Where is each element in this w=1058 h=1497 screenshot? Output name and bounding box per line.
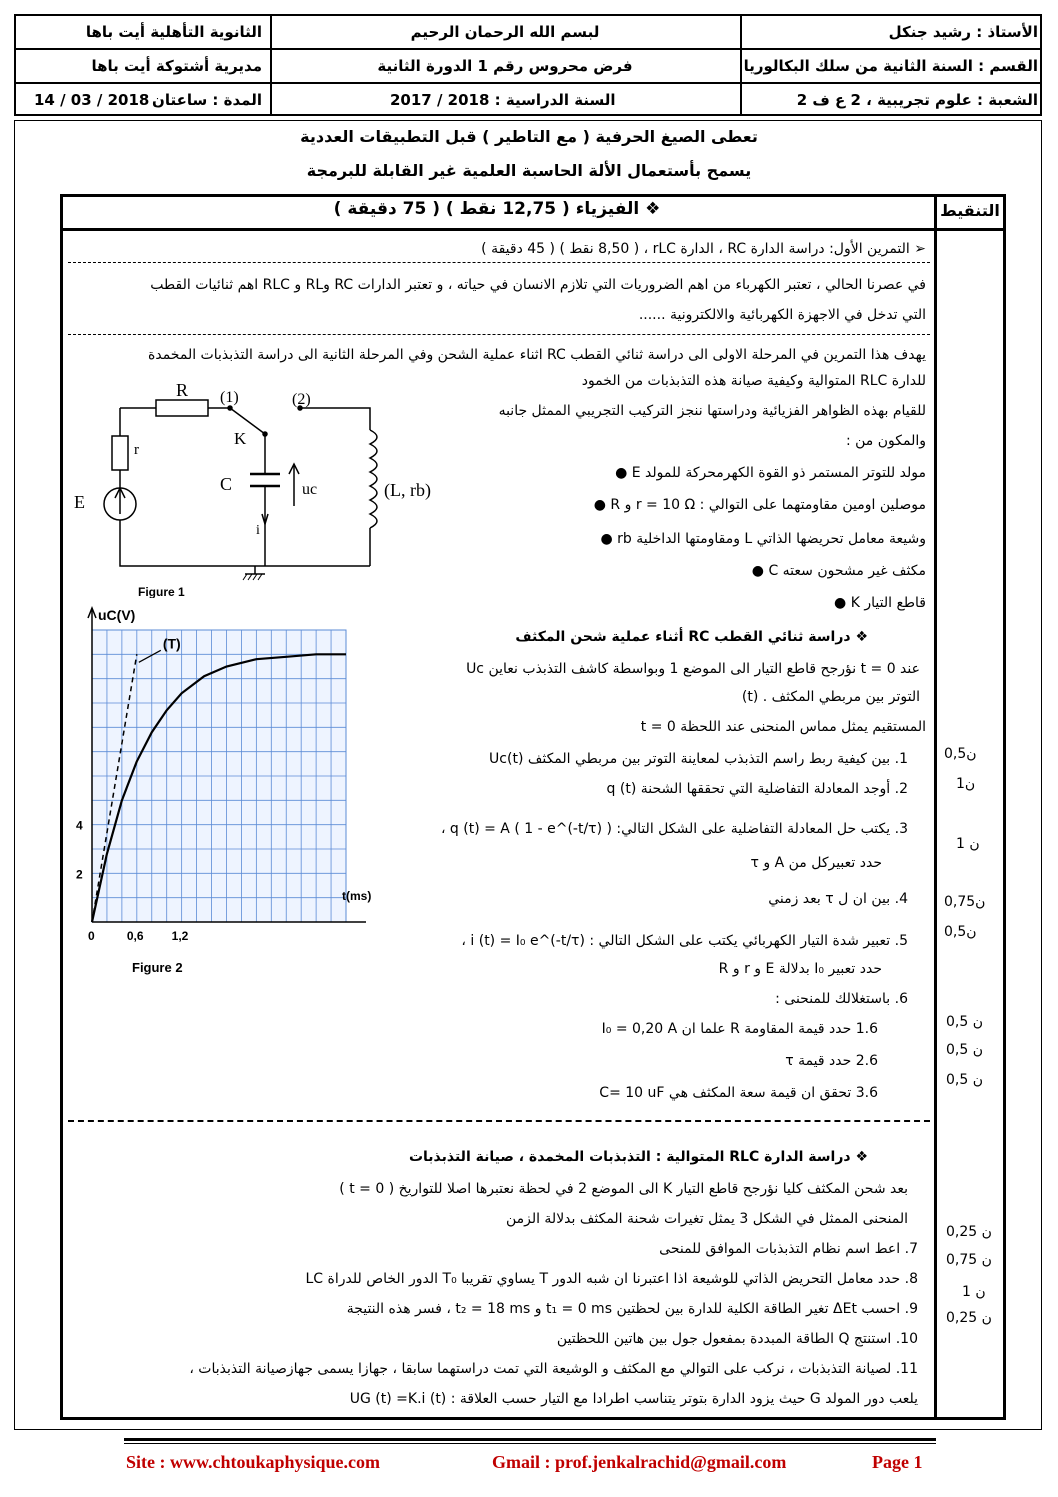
part1-title: ❖ دراسة ثنائي القطب RC أثناء عملية شحن المكثف xyxy=(515,629,868,645)
context-line-1: في عصرنا الحالي ، تعتبر الكهرباء من اهم الضروريات التي تلازم الانسان في حياته ، و تعتبر الدارات RC وRL و RLC اهم ثنائيات القطب xyxy=(150,277,926,293)
header-basmala: لبسم الله الرحمان الرحيم xyxy=(410,23,600,41)
y-tick-label: 2 xyxy=(76,867,83,882)
school-name: الثانوية التأهلية أيت باها xyxy=(85,23,262,41)
footer-gmail[interactable]: Gmail : prof.jenkalrachid@gmail.com xyxy=(492,1452,787,1472)
x-tick-label: 0,6 xyxy=(126,929,144,943)
question-1: 1. بين كيفية ربط راسم التذبذب لمعاينة التوتر بين مربطي المكثف Uc(t) xyxy=(489,751,908,767)
points-q6-2: 0,5 ن xyxy=(946,1042,983,1058)
directorate-name: مديرية أشتوكة أيت باها xyxy=(91,57,262,75)
figure-2-caption: Figure 2 xyxy=(132,960,183,975)
aim-line-3: للقيام بهذه الظواهر الفزيائية ودراستها ننجز التركيب التجريبي الممثل جانبه xyxy=(498,403,926,419)
points-q4: 0,75ن xyxy=(944,894,986,910)
x-tick-label: 0 xyxy=(88,929,95,943)
x-tick-label: 1,2 xyxy=(171,929,189,943)
question-6-3: 3.6 تحقق ان قيمة سعة المكثف هي C= 10 uF xyxy=(599,1085,878,1101)
part2-line-1: بعد شحن المكثف كليا نؤرجح قاطع التيار K الى الموضع 2 في لحظة نعتبرها اصلا للتواريخ ( t = 0 ) xyxy=(339,1181,908,1197)
points-q5: 0,5ن xyxy=(944,924,977,940)
school-year-label: السنة الدراسية : xyxy=(494,91,616,109)
divider xyxy=(14,48,1042,50)
footer-rule xyxy=(124,1438,936,1441)
question-11a: 11. لصيانة التذبذبات ، نركب على التوالي مع المكثف و الوشيعة التي تمت دراستهما سابقا ، جهازا يسمى جهازصيانة التذبذبات ، xyxy=(189,1361,918,1377)
label-r: r xyxy=(134,442,139,458)
question-7: 7. اعط اسم نظام التذبذبات الموافق للمنحى xyxy=(659,1241,918,1257)
question-2: 2. أوجد المعادلة التفاضلية التي تحققها الشحنة q (t) xyxy=(606,781,908,797)
dashed-divider xyxy=(68,262,930,263)
dashed-divider xyxy=(68,334,930,335)
footer-page: Page 1 xyxy=(872,1452,923,1472)
exam-date: 14 / 03 / 2018 xyxy=(34,91,150,109)
points-q3: 1 ن xyxy=(956,836,980,852)
figure-1-caption: Figure 1 xyxy=(138,585,185,598)
grading-column-divider xyxy=(934,194,937,1420)
intro-line-1: تعطى الصيغ الحرفية ( مع التاطير ) قبل التطبيقات العددية xyxy=(300,127,758,146)
label-K: K xyxy=(234,429,247,448)
divider xyxy=(14,82,1042,84)
aim-line-1: يهدف هذا التمرين في المرحلة الاولى الى دراسة ثنائي القطب RC اثناء عملية الشحن وفي المرحلة الثانية الى دراسة التذبذبات المخمدة xyxy=(148,347,926,363)
bullet-resistors: موصلين اومين مقاومتهما على التوالي : r = 10 Ω و R ● xyxy=(593,497,926,513)
context-line-2: التي تدخل في الاجهزة الكهربائية والالكترونية ...... xyxy=(638,307,926,323)
part1-line-3: المستقيم يمثل مماس المنحنى عند اللحظة t = 0 xyxy=(640,719,926,735)
bullet-switch: قاطع التيار K ● xyxy=(834,595,926,611)
branch-name: الشعبة : علوم تجريبية ، 2 ع ف 2 xyxy=(796,91,1038,109)
label-E: E xyxy=(74,492,85,512)
aim-line-4: والمكون من : xyxy=(845,433,926,449)
bullet-generator: مولد للتوتر المستمر ذو القوة الكهرمحركة للمولد E ● xyxy=(615,465,926,481)
school-year-value: 2017 / 2018 xyxy=(390,91,490,109)
part2-title: ❖ دراسة الدارة RLC المتوالية : التذبذبات المخمدة ، صيانة التذبذبات xyxy=(408,1149,868,1165)
divider xyxy=(740,14,742,116)
footer-site[interactable]: Site : www.chtoukaphysique.com xyxy=(126,1452,381,1472)
question-8: 8. حدد معامل التحريض الذاتي للوشيعة اذا اعتبرنا ان شبه الدور T يساوي تقريبا T₀ الدور الخاص للدراة LC xyxy=(305,1271,918,1287)
teacher-name: الأستاذ : رشيد جنكل xyxy=(888,23,1038,41)
bullet-coil: وشيعة معامل تحريضها الذاتي L ومقاومتها الداخلية rb ● xyxy=(600,531,926,547)
question-6: 6. باستغلالك للمنحنى : xyxy=(775,991,908,1007)
points-q6-3: 0,5 ن xyxy=(946,1072,983,1088)
y-tick-label: 4 xyxy=(76,818,83,833)
question-9: 9. احسب ΔEt تغير الطاقة الكلية للدارة بين لحظتين t₁ = 0 ms و t₂ = 18 ms ، فسر هذه النتيجة xyxy=(346,1301,918,1317)
label-i: i xyxy=(256,523,260,538)
label-coil: (L, rb) xyxy=(384,480,431,500)
points-q1: 0,5ن xyxy=(944,746,977,762)
points-q2: 1ن xyxy=(956,776,976,792)
x-axis-label: t(ms) xyxy=(342,889,372,903)
section-header-divider xyxy=(60,228,1006,231)
label-R: R xyxy=(176,380,189,400)
label-C: C xyxy=(220,474,233,494)
part2-line-2: المنحنى الممثل في الشكل 3 يمثل تغيرات شحنة المكثف بدلالة الزمن xyxy=(505,1211,908,1227)
points-q9: 1 ن xyxy=(962,1284,986,1300)
points-q6-1: 0,5 ن xyxy=(946,1014,983,1030)
y-axis-label: uC(V) xyxy=(98,607,136,623)
duration-label: المدة : ساعتان xyxy=(152,91,262,109)
exercise-title: ➢ التمرين الأول: دراسة الدارة RC ، الدارة rLC ، ( 8,50 نقط ) ( 45 دقيقة ) xyxy=(481,241,926,257)
question-4: 4. بين ان ل τ بعد زمني xyxy=(768,891,908,907)
question-5a: 5. تعبير شدة التيار الكهربائي يكتب على الشكل التالي : i (t) = I₀ e^(-t/τ) ، xyxy=(461,933,908,949)
points-q10: 0,25 ن xyxy=(946,1310,992,1326)
class-name: القسم : السنة الثانية من سلك البكالوريا xyxy=(743,57,1038,75)
figure-2-chart xyxy=(70,600,390,980)
question-10: 10. استنتج Q الطاقة المبددة بمفعول جول بين هاتين اللحظتين xyxy=(556,1331,918,1347)
footer-rule xyxy=(124,1443,936,1444)
dashed-divider xyxy=(68,1120,930,1122)
points-q8: 0,75 ن xyxy=(946,1252,992,1268)
question-3b: حدد تعبيركل من A و τ xyxy=(750,855,882,871)
school-year xyxy=(390,90,616,110)
label-position-1: (1) xyxy=(220,389,239,406)
grading-header: التنقيط xyxy=(940,201,1000,220)
question-5b: حدد تعبير I₀ بدلالة E و r و R xyxy=(718,961,882,977)
question-6-2: 2.6 حدد قيمة τ xyxy=(785,1053,878,1069)
part1-line-2: التوتر بين مربطي المكثف . (t) xyxy=(741,689,920,705)
question-11b: يلعب دور المولد G حيث يزود الدارة بتوتر يتناسب اطرادا مع التيار حسب العلاقة : UG (t) =K.i (t) xyxy=(349,1391,918,1407)
question-6-1: 1.6 حدد قيمة المقاومة R علما ان I₀ = 0,20 A xyxy=(601,1021,878,1037)
aim-line-2: للدارة RLC المتوالية وكيفية صيانة هذه التذبذبات من الخمود xyxy=(581,373,926,389)
intro-line-2: يسمح بأستعمال الألة الحاسبة العلمية غير القابلة للبرمجة xyxy=(306,161,752,180)
bullet-capacitor: مكثف غير مشحون سعته C ● xyxy=(751,563,926,579)
exam-title: فرض محروس رقم 1 الدورة الثانية xyxy=(377,57,633,75)
tangent-label: (T) xyxy=(162,635,181,652)
question-3a: 3. يكتب حل المعادلة التفاضلية على الشكل التالي: q (t) = A ( 1 - e^(-t/τ) ) ، xyxy=(440,821,908,837)
part1-line-1: عند t = 0 نؤرجح قاطع التيار الى الموضع 1 وبواسطة كاشف التذبذب نعاين Uc xyxy=(466,661,920,677)
points-q7: 0,25 ن xyxy=(946,1224,992,1240)
label-position-2: (2) xyxy=(292,391,311,408)
label-uc: uc xyxy=(302,481,318,498)
figure-1-circuit xyxy=(70,376,450,598)
section-title: ❖ الفيزياء ( 12,75 نقط ) ( 75 دقيقة ) xyxy=(333,199,661,219)
